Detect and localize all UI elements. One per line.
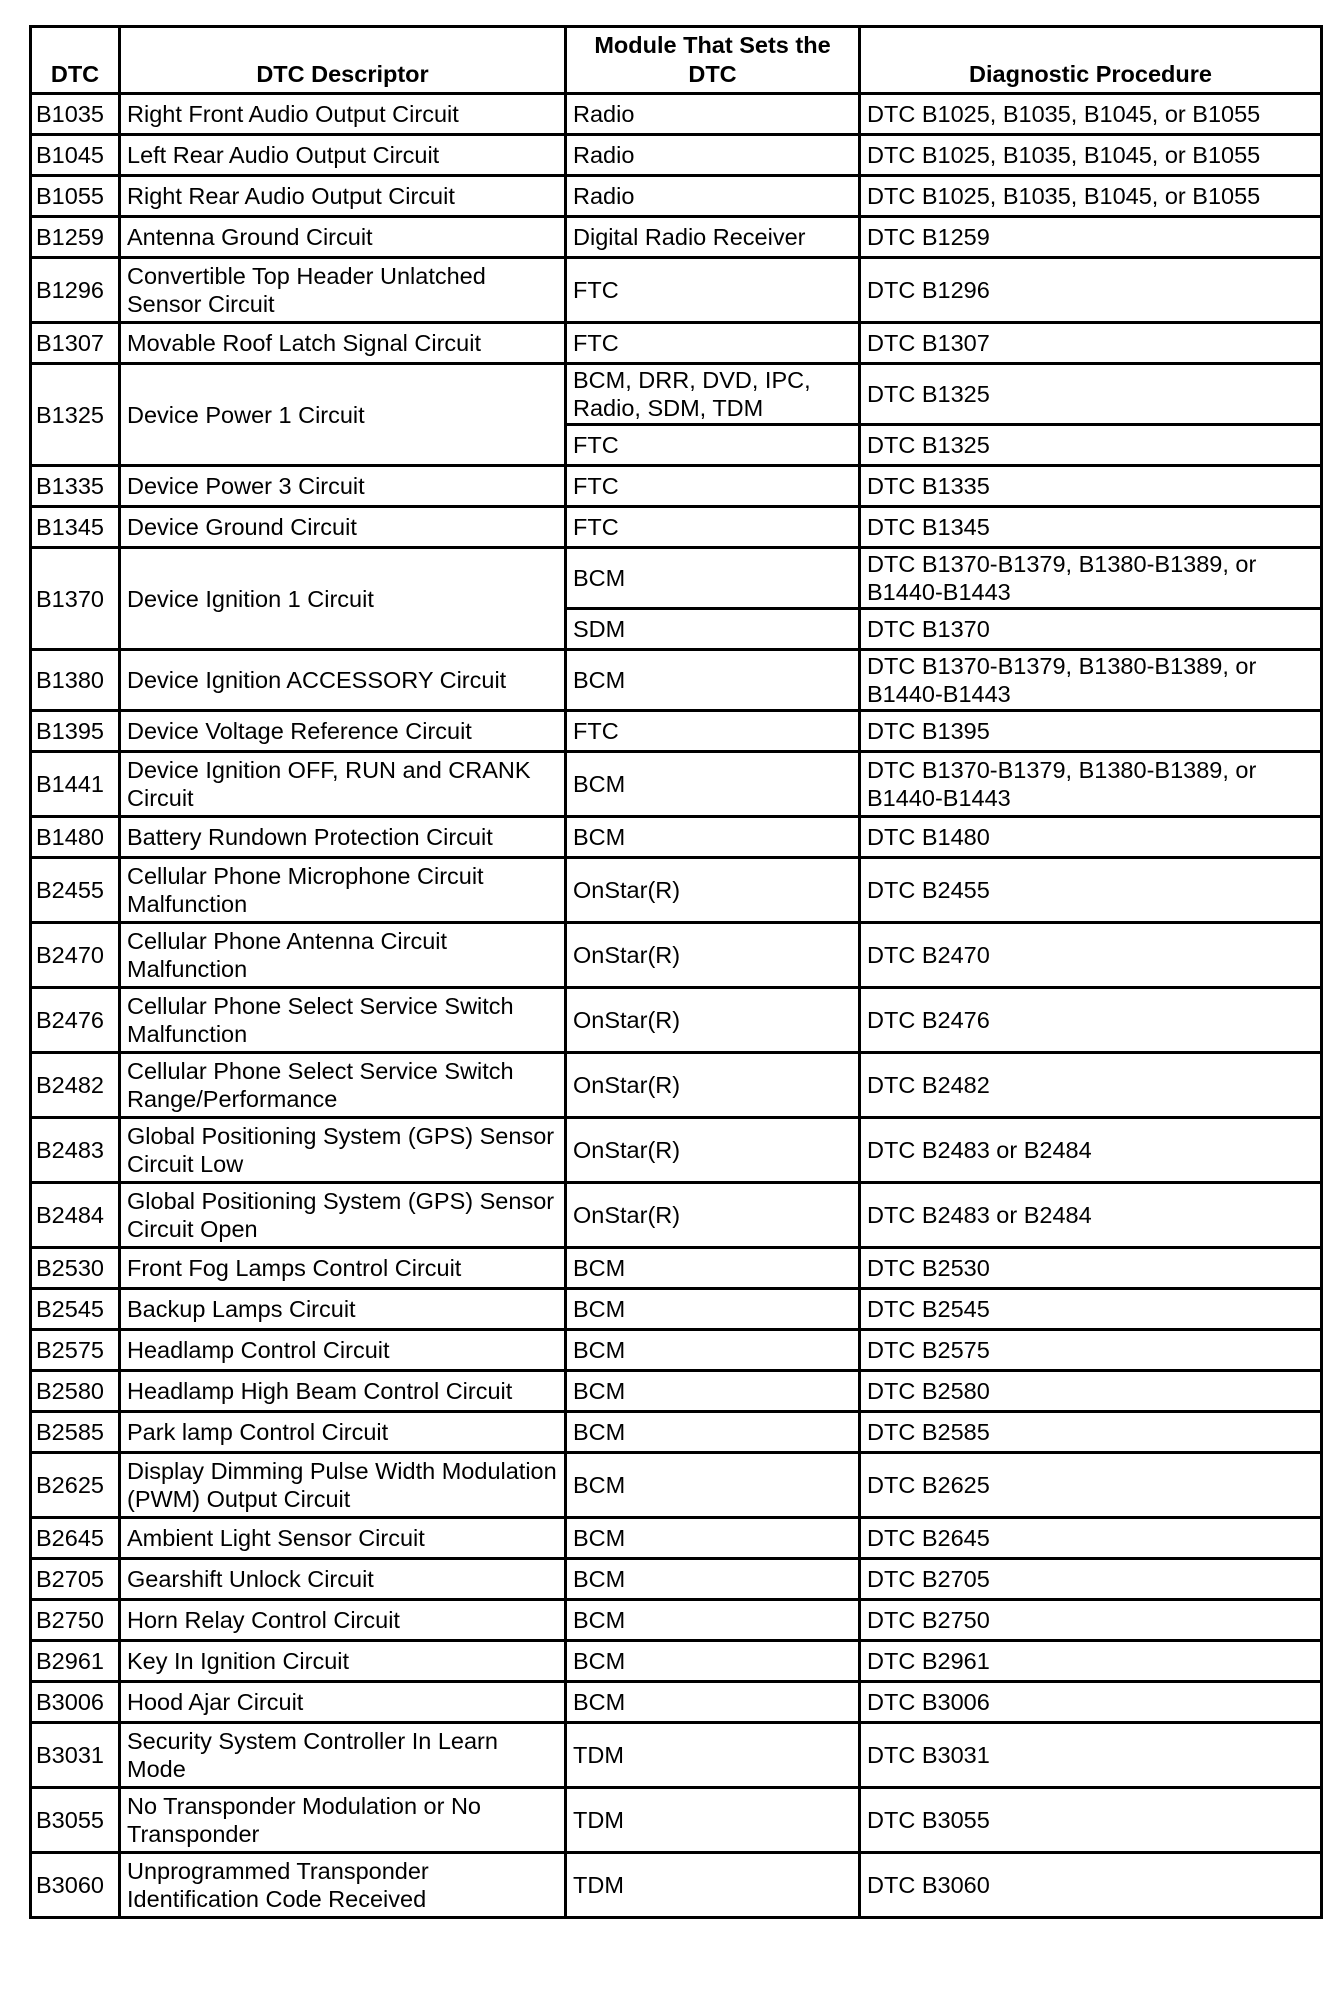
table-row — [31, 1559, 1322, 1600]
dtc-descriptor-cell: Global Positioning System (GPS) Sensor Circuit Open — [120, 1183, 566, 1248]
table-row — [31, 1682, 1322, 1723]
module-cell: BCM — [566, 1518, 860, 1559]
dtc-code-cell: B1259 — [31, 217, 120, 258]
module-cell: BCM, DRR, DVD, IPC, Radio, SDM, TDM — [566, 364, 860, 425]
dtc-descriptor-cell: Hood Ajar Circuit — [120, 1682, 566, 1723]
dtc-code-cell: B1296 — [31, 258, 120, 323]
dtc-code-cell: B2545 — [31, 1289, 120, 1330]
dtc-descriptor-cell: Cellular Phone Antenna Circuit Malfunction — [120, 923, 566, 988]
module-cell: FTC — [566, 711, 860, 752]
module-cell: BCM — [566, 1559, 860, 1600]
dtc-code-cell: B1335 — [31, 466, 120, 507]
procedure-cell: DTC B2645 — [860, 1518, 1322, 1559]
dtc-code-cell: B2585 — [31, 1412, 120, 1453]
table-row — [31, 1183, 1322, 1248]
dtc-code-cell: B1395 — [31, 711, 120, 752]
dtc-descriptor-cell: Cellular Phone Select Service Switch Malfunction — [120, 988, 566, 1053]
dtc-code-cell: B3060 — [31, 1853, 120, 1918]
dtc-descriptor-cell: Device Power 1 Circuit — [120, 364, 566, 466]
dtc-code-cell: B2470 — [31, 923, 120, 988]
procedure-cell: DTC B2580 — [860, 1371, 1322, 1412]
dtc-code-cell: B1307 — [31, 323, 120, 364]
dtc-descriptor-cell: Headlamp Control Circuit — [120, 1330, 566, 1371]
procedure-cell: DTC B2530 — [860, 1248, 1322, 1289]
dtc-descriptor-cell: Cellular Phone Select Service Switch Range/Performance — [120, 1053, 566, 1118]
dtc-descriptor-cell: Left Rear Audio Output Circuit — [120, 135, 566, 176]
dtc-descriptor-cell: Ambient Light Sensor Circuit — [120, 1518, 566, 1559]
dtc-descriptor-cell: Device Ignition 1 Circuit — [120, 548, 566, 650]
module-cell: TDM — [566, 1788, 860, 1853]
module-cell: OnStar(R) — [566, 923, 860, 988]
table-header — [31, 27, 1322, 94]
module-cell: SDM — [566, 609, 860, 650]
dtc-code-cell: B1441 — [31, 752, 120, 817]
module-cell: BCM — [566, 1682, 860, 1723]
module-cell: FTC — [566, 425, 860, 466]
procedure-cell: DTC B1296 — [860, 258, 1322, 323]
dtc-descriptor-cell: Battery Rundown Protection Circuit — [120, 817, 566, 858]
table-row — [31, 1248, 1322, 1289]
dtc-code-cell: B1045 — [31, 135, 120, 176]
module-cell: BCM — [566, 1453, 860, 1518]
table-row — [31, 217, 1322, 258]
dtc-descriptor-cell: Movable Roof Latch Signal Circuit — [120, 323, 566, 364]
table-row — [31, 1641, 1322, 1682]
dtc-code-cell: B2625 — [31, 1453, 120, 1518]
module-cell: BCM — [566, 1248, 860, 1289]
procedure-cell: DTC B3031 — [860, 1723, 1322, 1788]
procedure-cell: DTC B1370-B1379, B1380-B1389, or B1440-B1443 — [860, 752, 1322, 817]
table-row — [31, 1518, 1322, 1559]
module-cell: OnStar(R) — [566, 858, 860, 923]
module-cell: FTC — [566, 507, 860, 548]
procedure-cell: DTC B2470 — [860, 923, 1322, 988]
module-cell: BCM — [566, 1330, 860, 1371]
table-row — [31, 176, 1322, 217]
dtc-descriptor-cell: Front Fog Lamps Control Circuit — [120, 1248, 566, 1289]
module-cell: OnStar(R) — [566, 1053, 860, 1118]
table-row — [31, 752, 1322, 817]
dtc-descriptor-cell: No Transponder Modulation or No Transponder — [120, 1788, 566, 1853]
table-row — [31, 507, 1322, 548]
dtc-code-cell: B1480 — [31, 817, 120, 858]
dtc-code-cell: B2961 — [31, 1641, 120, 1682]
dtc-descriptor-cell: Convertible Top Header Unlatched Sensor Circuit — [120, 258, 566, 323]
procedure-cell: DTC B2705 — [860, 1559, 1322, 1600]
module-cell: BCM — [566, 752, 860, 817]
procedure-cell: DTC B3060 — [860, 1853, 1322, 1918]
table-row — [31, 858, 1322, 923]
table-row — [31, 1853, 1322, 1918]
dtc-code-cell: B2580 — [31, 1371, 120, 1412]
dtc-descriptor-cell: Display Dimming Pulse Width Modulation (PWM) Output Circuit — [120, 1453, 566, 1518]
dtc-descriptor-cell: Antenna Ground Circuit — [120, 217, 566, 258]
procedure-cell: DTC B2455 — [860, 858, 1322, 923]
module-cell: BCM — [566, 1600, 860, 1641]
procedure-cell: DTC B1025, B1035, B1045, or B1055 — [860, 94, 1322, 135]
table-row — [31, 1600, 1322, 1641]
dtc-descriptor-cell: Device Ignition ACCESSORY Circuit — [120, 650, 566, 711]
module-cell: OnStar(R) — [566, 988, 860, 1053]
dtc-descriptor-cell: Key In Ignition Circuit — [120, 1641, 566, 1682]
module-cell: OnStar(R) — [566, 1118, 860, 1183]
procedure-cell: DTC B1325 — [860, 364, 1322, 425]
procedure-cell: DTC B1370 — [860, 609, 1322, 650]
procedure-cell: DTC B1025, B1035, B1045, or B1055 — [860, 176, 1322, 217]
module-cell: FTC — [566, 258, 860, 323]
module-cell: Radio — [566, 135, 860, 176]
module-cell: BCM — [566, 1289, 860, 1330]
procedure-cell: DTC B2750 — [860, 1600, 1322, 1641]
table-row — [31, 650, 1322, 711]
table-row — [31, 364, 1322, 425]
module-cell: Radio — [566, 176, 860, 217]
dtc-code-cell: B3006 — [31, 1682, 120, 1723]
dtc-descriptor-cell: Headlamp High Beam Control Circuit — [120, 1371, 566, 1412]
module-cell: FTC — [566, 466, 860, 507]
module-cell: BCM — [566, 650, 860, 711]
table-row — [31, 1371, 1322, 1412]
table-row — [31, 817, 1322, 858]
dtc-code-cell: B3055 — [31, 1788, 120, 1853]
module-cell: BCM — [566, 1412, 860, 1453]
module-cell: BCM — [566, 548, 860, 609]
module-cell: BCM — [566, 1371, 860, 1412]
dtc-descriptor-cell: Security System Controller In Learn Mode — [120, 1723, 566, 1788]
procedure-cell: DTC B1370-B1379, B1380-B1389, or B1440-B1443 — [860, 548, 1322, 609]
dtc-code-cell: B2476 — [31, 988, 120, 1053]
dtc-code-cell: B2484 — [31, 1183, 120, 1248]
header-procedure: Diagnostic Procedure — [860, 27, 1322, 94]
table-row — [31, 1788, 1322, 1853]
dtc-code-cell: B2750 — [31, 1600, 120, 1641]
dtc-code-cell: B2482 — [31, 1053, 120, 1118]
module-cell: FTC — [566, 323, 860, 364]
table-row — [31, 988, 1322, 1053]
dtc-code-cell: B1380 — [31, 650, 120, 711]
dtc-code-cell: B2705 — [31, 1559, 120, 1600]
table-row — [31, 1289, 1322, 1330]
dtc-code-cell: B2645 — [31, 1518, 120, 1559]
procedure-cell: DTC B2476 — [860, 988, 1322, 1053]
table-body — [31, 94, 1322, 1918]
procedure-cell: DTC B2483 or B2484 — [860, 1118, 1322, 1183]
dtc-descriptor-cell: Right Rear Audio Output Circuit — [120, 176, 566, 217]
dtc-descriptor-cell: Device Voltage Reference Circuit — [120, 711, 566, 752]
module-cell: BCM — [566, 1641, 860, 1682]
dtc-code-cell: B1370 — [31, 548, 120, 650]
procedure-cell: DTC B3055 — [860, 1788, 1322, 1853]
dtc-code-cell: B2455 — [31, 858, 120, 923]
module-cell: BCM — [566, 817, 860, 858]
dtc-code-cell: B3031 — [31, 1723, 120, 1788]
table-row — [31, 94, 1322, 135]
dtc-descriptor-cell: Device Ignition OFF, RUN and CRANK Circuit — [120, 752, 566, 817]
table-row — [31, 258, 1322, 323]
procedure-cell: DTC B2585 — [860, 1412, 1322, 1453]
table-row — [31, 711, 1322, 752]
table-row — [31, 923, 1322, 988]
module-cell: TDM — [566, 1853, 860, 1918]
procedure-cell: DTC B1325 — [860, 425, 1322, 466]
header-dtc: DTC — [31, 27, 120, 94]
procedure-cell: DTC B1370-B1379, B1380-B1389, or B1440-B1443 — [860, 650, 1322, 711]
dtc-descriptor-cell: Device Ground Circuit — [120, 507, 566, 548]
dtc-descriptor-cell: Park lamp Control Circuit — [120, 1412, 566, 1453]
procedure-cell: DTC B1395 — [860, 711, 1322, 752]
dtc-descriptor-cell: Right Front Audio Output Circuit — [120, 94, 566, 135]
procedure-cell: DTC B2575 — [860, 1330, 1322, 1371]
table-row — [31, 1412, 1322, 1453]
dtc-table — [29, 25, 1323, 1919]
procedure-cell: DTC B3006 — [860, 1682, 1322, 1723]
procedure-cell: DTC B2545 — [860, 1289, 1322, 1330]
procedure-cell: DTC B1345 — [860, 507, 1322, 548]
table-row — [31, 1053, 1322, 1118]
dtc-descriptor-cell: Backup Lamps Circuit — [120, 1289, 566, 1330]
dtc-descriptor-cell: Unprogrammed Transponder Identification Code Received — [120, 1853, 566, 1918]
header-row — [31, 27, 1322, 94]
module-cell: Digital Radio Receiver — [566, 217, 860, 258]
procedure-cell: DTC B2482 — [860, 1053, 1322, 1118]
header-descriptor: DTC Descriptor — [120, 27, 566, 94]
module-cell: TDM — [566, 1723, 860, 1788]
dtc-code-cell: B2575 — [31, 1330, 120, 1371]
dtc-code-cell: B1345 — [31, 507, 120, 548]
table-row — [31, 1723, 1322, 1788]
dtc-descriptor-cell: Cellular Phone Microphone Circuit Malfunction — [120, 858, 566, 923]
dtc-code-cell: B2483 — [31, 1118, 120, 1183]
dtc-descriptor-cell: Device Power 3 Circuit — [120, 466, 566, 507]
table-row — [31, 466, 1322, 507]
procedure-cell: DTC B2961 — [860, 1641, 1322, 1682]
dtc-descriptor-cell: Global Positioning System (GPS) Sensor Circuit Low — [120, 1118, 566, 1183]
module-cell: OnStar(R) — [566, 1183, 860, 1248]
procedure-cell: DTC B1480 — [860, 817, 1322, 858]
table-row — [31, 1453, 1322, 1518]
procedure-cell: DTC B1025, B1035, B1045, or B1055 — [860, 135, 1322, 176]
table-row — [31, 1330, 1322, 1371]
dtc-code-cell: B1325 — [31, 364, 120, 466]
dtc-descriptor-cell: Gearshift Unlock Circuit — [120, 1559, 566, 1600]
procedure-cell: DTC B1307 — [860, 323, 1322, 364]
header-module: Module That Sets the DTC — [566, 27, 860, 94]
dtc-descriptor-cell: Horn Relay Control Circuit — [120, 1600, 566, 1641]
procedure-cell: DTC B1259 — [860, 217, 1322, 258]
dtc-code-cell: B1055 — [31, 176, 120, 217]
dtc-code-cell: B1035 — [31, 94, 120, 135]
module-cell: Radio — [566, 94, 860, 135]
table-row — [31, 548, 1322, 609]
table-row — [31, 135, 1322, 176]
procedure-cell: DTC B2625 — [860, 1453, 1322, 1518]
table-row — [31, 323, 1322, 364]
dtc-code-cell: B2530 — [31, 1248, 120, 1289]
procedure-cell: DTC B2483 or B2484 — [860, 1183, 1322, 1248]
table-row — [31, 1118, 1322, 1183]
procedure-cell: DTC B1335 — [860, 466, 1322, 507]
